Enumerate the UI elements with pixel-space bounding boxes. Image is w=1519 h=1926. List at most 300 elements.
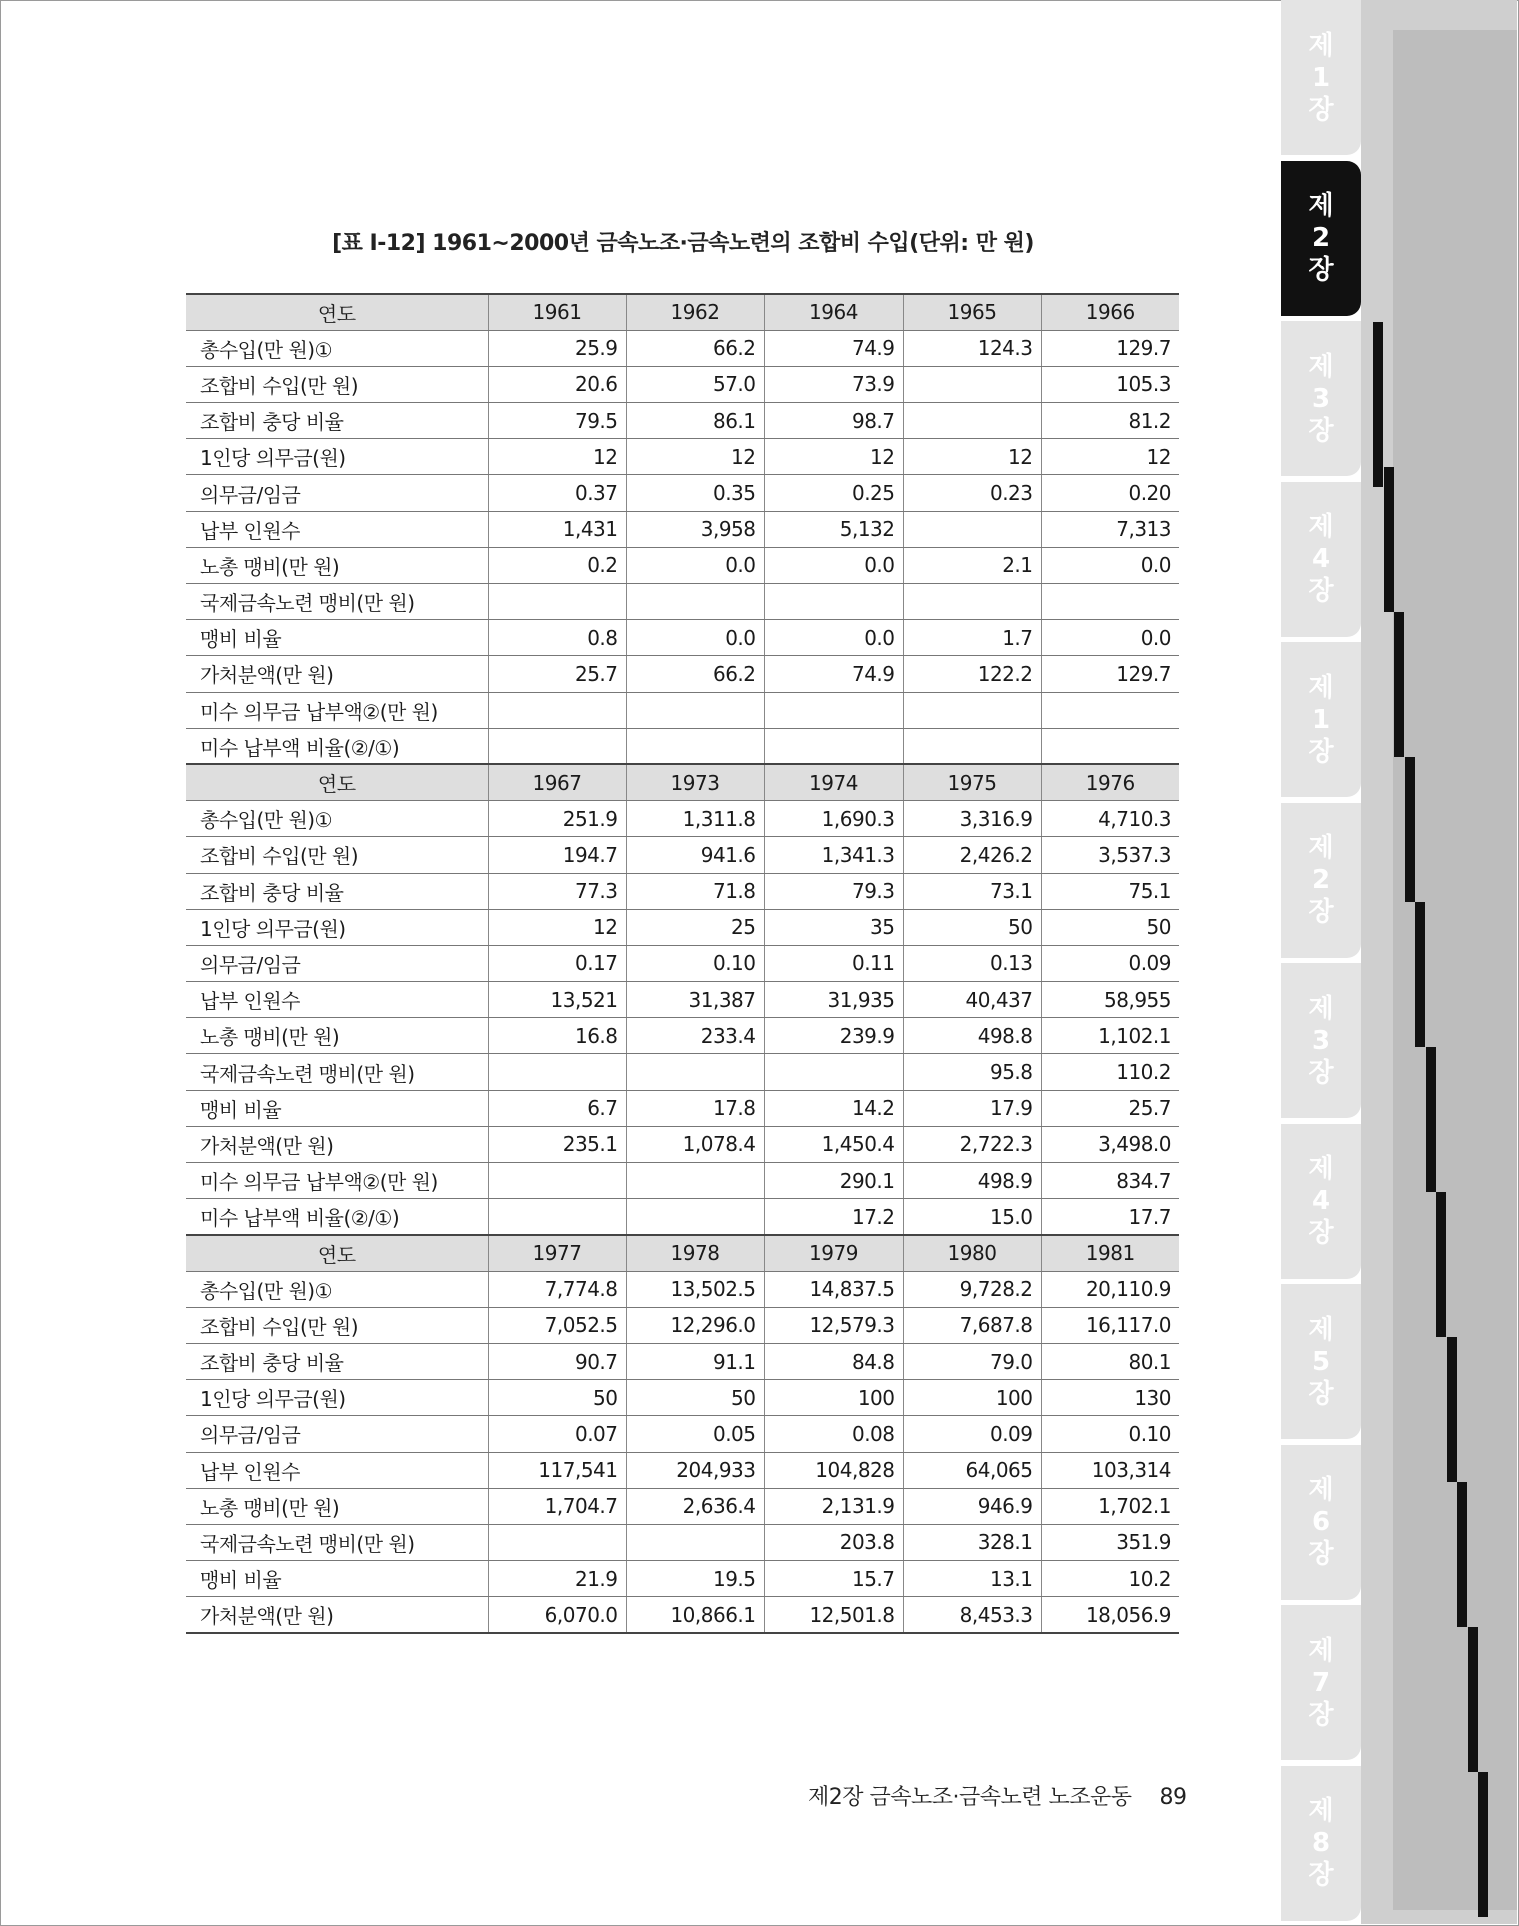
value-cell: 16,117.0: [1041, 1307, 1179, 1343]
table-row: [186, 801, 1179, 837]
value-cell: 12: [488, 909, 626, 945]
chapter-tab-6[interactable]: [1281, 803, 1361, 958]
value-cell: 1,311.8: [626, 801, 764, 837]
value-cell: 104,828: [764, 1452, 903, 1488]
table-row: [186, 475, 1179, 511]
value-cell: 74.9: [764, 656, 903, 692]
value-cell: [626, 1524, 764, 1560]
row-label-cell: 미수 납부액 비율(②/①): [186, 1199, 488, 1235]
row-label-cell: 미수 의무금 납부액②(만 원): [186, 692, 488, 728]
year-header-cell: 1964: [764, 294, 903, 330]
value-cell: 351.9: [1041, 1524, 1179, 1560]
value-cell: 3,958: [626, 511, 764, 547]
row-label-cell: 1인당 의무금(원): [186, 909, 488, 945]
value-cell: 0.09: [1041, 945, 1179, 981]
value-cell: 7,313: [1041, 511, 1179, 547]
value-cell: 0.0: [764, 547, 903, 583]
table-row: [186, 1090, 1179, 1126]
value-cell: [626, 728, 764, 764]
value-cell: 12: [626, 439, 764, 475]
row-label-cell: 총수입(만 원)①: [186, 801, 488, 837]
value-cell: 235.1: [488, 1126, 626, 1162]
table-row: [186, 1416, 1179, 1452]
row-label-cell: 국제금속노련 맹비(만 원): [186, 1524, 488, 1560]
tab-edge-marker: [1478, 1772, 1488, 1917]
table-row: [186, 1054, 1179, 1090]
value-cell: 40,437: [903, 982, 1041, 1018]
value-cell: [488, 1199, 626, 1235]
value-cell: 946.9: [903, 1488, 1041, 1524]
value-cell: 1,450.4: [764, 1126, 903, 1162]
row-label-cell: 가처분액(만 원): [186, 1126, 488, 1162]
chapter-tab-label: 제2장: [1308, 191, 1334, 285]
value-cell: 0.05: [626, 1416, 764, 1452]
chapter-tab-label: 제6장: [1308, 1475, 1334, 1569]
value-cell: 834.7: [1041, 1163, 1179, 1199]
chapter-tab-label: 제4장: [1308, 512, 1334, 606]
value-cell: 2.1: [903, 547, 1041, 583]
value-cell: 15.7: [764, 1561, 903, 1597]
chapter-tab-label: 제1장: [1308, 672, 1334, 767]
value-cell: [764, 692, 903, 728]
value-cell: 6,070.0: [488, 1597, 626, 1633]
value-cell: 2,426.2: [903, 837, 1041, 873]
value-cell: 71.8: [626, 873, 764, 909]
value-cell: 79.3: [764, 873, 903, 909]
tab-edge-marker: [1373, 322, 1383, 487]
value-cell: 21.9: [488, 1561, 626, 1597]
value-cell: 31,935: [764, 982, 903, 1018]
value-cell: 117,541: [488, 1452, 626, 1488]
value-cell: 50: [903, 909, 1041, 945]
chapter-tab-12[interactable]: [1281, 1766, 1361, 1921]
row-label-cell: 국제금속노련 맹비(만 원): [186, 584, 488, 620]
year-header-cell: 1967: [488, 764, 626, 800]
table-row: [186, 1452, 1179, 1488]
value-cell: 204,933: [626, 1452, 764, 1488]
value-cell: 57.0: [626, 366, 764, 402]
year-header-cell: 1966: [1041, 294, 1179, 330]
chapter-tab-label: 제8장: [1308, 1796, 1334, 1890]
chapter-tab-9[interactable]: [1281, 1284, 1361, 1439]
value-cell: [764, 584, 903, 620]
value-cell: 77.3: [488, 873, 626, 909]
chapter-tab-10[interactable]: [1281, 1445, 1361, 1600]
value-cell: 98.7: [764, 403, 903, 439]
row-label-cell: 노총 맹비(만 원): [186, 547, 488, 583]
row-label-cell: 맹비 비율: [186, 1561, 488, 1597]
value-cell: 58,955: [1041, 982, 1179, 1018]
table-row: [186, 1307, 1179, 1343]
value-cell: 17.2: [764, 1199, 903, 1235]
value-cell: 50: [488, 1380, 626, 1416]
value-cell: 12: [764, 439, 903, 475]
value-cell: 31,387: [626, 982, 764, 1018]
value-cell: 0.0: [626, 620, 764, 656]
year-header-cell: 1962: [626, 294, 764, 330]
value-cell: 73.9: [764, 366, 903, 402]
value-cell: 941.6: [626, 837, 764, 873]
value-cell: 0.20: [1041, 475, 1179, 511]
chapter-tab-5[interactable]: [1281, 642, 1361, 797]
table-row: [186, 692, 1179, 728]
value-cell: 498.8: [903, 1018, 1041, 1054]
value-cell: 80.1: [1041, 1343, 1179, 1379]
value-cell: 1,341.3: [764, 837, 903, 873]
value-cell: [488, 1524, 626, 1560]
value-cell: 5,132: [764, 511, 903, 547]
value-cell: 0.0: [1041, 620, 1179, 656]
table-row: [186, 1380, 1179, 1416]
tab-edge-marker: [1394, 612, 1404, 757]
table-row: [186, 1343, 1179, 1379]
tab-edge-marker: [1415, 902, 1425, 1047]
chapter-tab-label: 제4장: [1308, 1154, 1334, 1248]
tab-edge-marker: [1405, 757, 1415, 902]
table-row: [186, 1561, 1179, 1597]
year-header-cell: 1979: [764, 1235, 903, 1271]
value-cell: 90.7: [488, 1343, 626, 1379]
tab-edge-marker: [1447, 1337, 1457, 1482]
table-row: [186, 728, 1179, 764]
value-cell: 95.8: [903, 1054, 1041, 1090]
value-cell: 290.1: [764, 1163, 903, 1199]
value-cell: 79.5: [488, 403, 626, 439]
table-row: [186, 1126, 1179, 1162]
header-label-cell: 연도: [186, 1235, 488, 1271]
row-label-cell: 조합비 충당 비율: [186, 403, 488, 439]
value-cell: 105.3: [1041, 366, 1179, 402]
value-cell: [626, 1199, 764, 1235]
value-cell: 0.11: [764, 945, 903, 981]
row-label-cell: 가처분액(만 원): [186, 1597, 488, 1633]
value-cell: 122.2: [903, 656, 1041, 692]
chapter-tab-1[interactable]: [1281, 0, 1361, 155]
row-label-cell: 맹비 비율: [186, 1090, 488, 1126]
value-cell: [764, 728, 903, 764]
row-label-cell: 총수입(만 원)①: [186, 1271, 488, 1307]
year-header-cell: 1980: [903, 1235, 1041, 1271]
value-cell: 84.8: [764, 1343, 903, 1379]
row-label-cell: 납부 인원수: [186, 511, 488, 547]
value-cell: 12: [1041, 439, 1179, 475]
value-cell: 233.4: [626, 1018, 764, 1054]
year-header-cell: 1965: [903, 294, 1041, 330]
value-cell: 7,774.8: [488, 1271, 626, 1307]
tab-edge-inner: [1393, 30, 1517, 1910]
value-cell: 35: [764, 909, 903, 945]
value-cell: 7,052.5: [488, 1307, 626, 1343]
value-cell: 1.7: [903, 620, 1041, 656]
value-cell: 16.8: [488, 1018, 626, 1054]
value-cell: 194.7: [488, 837, 626, 873]
value-cell: [903, 511, 1041, 547]
value-cell: 20.6: [488, 366, 626, 402]
row-label-cell: 총수입(만 원)①: [186, 330, 488, 366]
value-cell: [764, 1054, 903, 1090]
value-cell: [903, 403, 1041, 439]
value-cell: 25.7: [1041, 1090, 1179, 1126]
row-label-cell: 조합비 수입(만 원): [186, 837, 488, 873]
value-cell: 0.10: [1041, 1416, 1179, 1452]
value-cell: 0.0: [764, 620, 903, 656]
value-cell: 3,498.0: [1041, 1126, 1179, 1162]
row-label-cell: 1인당 의무금(원): [186, 439, 488, 475]
year-header-cell: 1961: [488, 294, 626, 330]
value-cell: 86.1: [626, 403, 764, 439]
table-row: [186, 366, 1179, 402]
value-cell: 1,704.7: [488, 1488, 626, 1524]
value-cell: 17.7: [1041, 1199, 1179, 1235]
year-header-cell: 1976: [1041, 764, 1179, 800]
value-cell: [488, 584, 626, 620]
value-cell: 10,866.1: [626, 1597, 764, 1633]
value-cell: 100: [903, 1380, 1041, 1416]
table-row: [186, 1163, 1179, 1199]
value-cell: [626, 1163, 764, 1199]
year-header-cell: 1977: [488, 1235, 626, 1271]
table-row: [186, 511, 1179, 547]
value-cell: 498.9: [903, 1163, 1041, 1199]
value-cell: [903, 692, 1041, 728]
table-row: [186, 656, 1179, 692]
tab-edge-marker: [1468, 1627, 1478, 1772]
value-cell: [488, 1054, 626, 1090]
value-cell: 75.1: [1041, 873, 1179, 909]
row-label-cell: 가처분액(만 원): [186, 656, 488, 692]
value-cell: 18,056.9: [1041, 1597, 1179, 1633]
value-cell: [903, 728, 1041, 764]
header-label-cell: 연도: [186, 764, 488, 800]
value-cell: 1,702.1: [1041, 1488, 1179, 1524]
row-label-cell: 미수 의무금 납부액②(만 원): [186, 1163, 488, 1199]
value-cell: 19.5: [626, 1561, 764, 1597]
value-cell: [626, 692, 764, 728]
value-cell: [1041, 584, 1179, 620]
value-cell: 25.9: [488, 330, 626, 366]
chapter-tab-label: 제3장: [1308, 993, 1334, 1088]
value-cell: 0.17: [488, 945, 626, 981]
tab-edge-marker: [1457, 1482, 1467, 1627]
row-label-cell: 의무금/임금: [186, 945, 488, 981]
value-cell: [903, 584, 1041, 620]
value-cell: 129.7: [1041, 330, 1179, 366]
table-row: [186, 1271, 1179, 1307]
value-cell: 14.2: [764, 1090, 903, 1126]
table-row: [186, 547, 1179, 583]
value-cell: 0.8: [488, 620, 626, 656]
value-cell: 1,078.4: [626, 1126, 764, 1162]
value-cell: [626, 584, 764, 620]
value-cell: 2,722.3: [903, 1126, 1041, 1162]
value-cell: 0.10: [626, 945, 764, 981]
value-cell: 64,065: [903, 1452, 1041, 1488]
footer-chapter-title: 제2장 금속노조·금속노련 노조운동: [808, 1785, 1132, 1810]
table-row: [186, 982, 1179, 1018]
value-cell: 10.2: [1041, 1561, 1179, 1597]
value-cell: 50: [626, 1380, 764, 1416]
chapter-tab-8[interactable]: [1281, 1124, 1361, 1279]
chapter-tab-label: 제2장: [1308, 833, 1334, 927]
value-cell: 1,690.3: [764, 801, 903, 837]
value-cell: 12: [488, 439, 626, 475]
table-row: [186, 620, 1179, 656]
row-label-cell: 노총 맹비(만 원): [186, 1018, 488, 1054]
table-row: [186, 330, 1179, 366]
value-cell: 66.2: [626, 330, 764, 366]
value-cell: [488, 728, 626, 764]
value-cell: 12: [903, 439, 1041, 475]
row-label-cell: 납부 인원수: [186, 1452, 488, 1488]
value-cell: 129.7: [1041, 656, 1179, 692]
value-cell: 1,431: [488, 511, 626, 547]
row-label-cell: 의무금/임금: [186, 475, 488, 511]
table-row: [186, 873, 1179, 909]
table-row: [186, 837, 1179, 873]
value-cell: 20,110.9: [1041, 1271, 1179, 1307]
chapter-tab-3[interactable]: [1281, 321, 1361, 476]
value-cell: 8,453.3: [903, 1597, 1041, 1633]
row-label-cell: 의무금/임금: [186, 1416, 488, 1452]
revenue-table: [186, 293, 1179, 1634]
value-cell: 0.37: [488, 475, 626, 511]
table-row: [186, 1018, 1179, 1054]
chapter-tab-label: 제7장: [1308, 1635, 1334, 1730]
value-cell: 12,579.3: [764, 1307, 903, 1343]
chapter-tab-11[interactable]: [1281, 1605, 1361, 1760]
row-label-cell: 납부 인원수: [186, 982, 488, 1018]
row-label-cell: 맹비 비율: [186, 620, 488, 656]
value-cell: 66.2: [626, 656, 764, 692]
value-cell: 3,537.3: [1041, 837, 1179, 873]
value-cell: 74.9: [764, 330, 903, 366]
value-cell: 239.9: [764, 1018, 903, 1054]
value-cell: 0.0: [626, 547, 764, 583]
row-label-cell: 노총 맹비(만 원): [186, 1488, 488, 1524]
value-cell: 91.1: [626, 1343, 764, 1379]
value-cell: 0.35: [626, 475, 764, 511]
value-cell: [626, 1054, 764, 1090]
value-cell: 17.8: [626, 1090, 764, 1126]
value-cell: 4,710.3: [1041, 801, 1179, 837]
value-cell: 251.9: [488, 801, 626, 837]
tab-edge-marker: [1436, 1192, 1446, 1337]
tab-edge-marker: [1384, 467, 1394, 612]
value-cell: 79.0: [903, 1343, 1041, 1379]
row-label-cell: 조합비 수입(만 원): [186, 366, 488, 402]
value-cell: 12,296.0: [626, 1307, 764, 1343]
chapter-tab-7[interactable]: [1281, 963, 1361, 1118]
row-label-cell: 1인당 의무금(원): [186, 1380, 488, 1416]
value-cell: 13.1: [903, 1561, 1041, 1597]
value-cell: 7,687.8: [903, 1307, 1041, 1343]
value-cell: 328.1: [903, 1524, 1041, 1560]
value-cell: 0.23: [903, 475, 1041, 511]
chapter-tab-strip: [1281, 0, 1517, 1924]
table-row: [186, 1524, 1179, 1560]
tab-edge-marker: [1426, 1047, 1436, 1192]
value-cell: 0.08: [764, 1416, 903, 1452]
value-cell: 14,837.5: [764, 1271, 903, 1307]
page-footer: [808, 1780, 1187, 1811]
value-cell: 13,521: [488, 982, 626, 1018]
table-row: [186, 584, 1179, 620]
table-row: [186, 1488, 1179, 1524]
year-header-cell: 1974: [764, 764, 903, 800]
value-cell: 3,316.9: [903, 801, 1041, 837]
year-header-cell: 1973: [626, 764, 764, 800]
value-cell: 6.7: [488, 1090, 626, 1126]
value-cell: 13,502.5: [626, 1271, 764, 1307]
value-cell: 2,636.4: [626, 1488, 764, 1524]
value-cell: 0.2: [488, 547, 626, 583]
value-cell: 0.13: [903, 945, 1041, 981]
value-cell: 124.3: [903, 330, 1041, 366]
row-label-cell: 조합비 충당 비율: [186, 1343, 488, 1379]
value-cell: [903, 366, 1041, 402]
row-label-cell: 미수 납부액 비율(②/①): [186, 728, 488, 764]
value-cell: 103,314: [1041, 1452, 1179, 1488]
value-cell: 9,728.2: [903, 1271, 1041, 1307]
value-cell: 73.1: [903, 873, 1041, 909]
value-cell: 130: [1041, 1380, 1179, 1416]
value-cell: 0.0: [1041, 547, 1179, 583]
value-cell: 203.8: [764, 1524, 903, 1560]
row-label-cell: 조합비 충당 비율: [186, 873, 488, 909]
value-cell: 0.07: [488, 1416, 626, 1452]
chapter-tab-label: 제1장: [1308, 30, 1334, 125]
chapter-tab-label: 제3장: [1308, 351, 1334, 446]
value-cell: 100: [764, 1380, 903, 1416]
value-cell: 17.9: [903, 1090, 1041, 1126]
table-row: [186, 945, 1179, 981]
chapter-tab-2[interactable]: [1281, 161, 1361, 316]
value-cell: 0.25: [764, 475, 903, 511]
value-cell: 81.2: [1041, 403, 1179, 439]
table-header-row: [186, 1235, 1179, 1271]
value-cell: 25.7: [488, 656, 626, 692]
value-cell: 25: [626, 909, 764, 945]
table-row: [186, 403, 1179, 439]
value-cell: 50: [1041, 909, 1179, 945]
table-row: [186, 1199, 1179, 1235]
table-header-row: [186, 294, 1179, 330]
value-cell: 110.2: [1041, 1054, 1179, 1090]
table-row: [186, 1597, 1179, 1633]
value-cell: [1041, 692, 1179, 728]
year-header-cell: 1975: [903, 764, 1041, 800]
chapter-tab-4[interactable]: [1281, 482, 1361, 637]
value-cell: 1,102.1: [1041, 1018, 1179, 1054]
row-label-cell: 국제금속노련 맹비(만 원): [186, 1054, 488, 1090]
table-header-row: [186, 764, 1179, 800]
table-title: [표 Ⅰ-12] 1961~2000년 금속노조·금속노련의 조합비 수입(단위: 만 원): [332, 231, 1034, 256]
value-cell: [488, 692, 626, 728]
value-cell: 12,501.8: [764, 1597, 903, 1633]
value-cell: [1041, 728, 1179, 764]
year-header-cell: 1978: [626, 1235, 764, 1271]
row-label-cell: 조합비 수입(만 원): [186, 1307, 488, 1343]
header-label-cell: 연도: [186, 294, 488, 330]
value-cell: [488, 1163, 626, 1199]
value-cell: 0.09: [903, 1416, 1041, 1452]
table-row: [186, 909, 1179, 945]
value-cell: 2,131.9: [764, 1488, 903, 1524]
value-cell: 15.0: [903, 1199, 1041, 1235]
chapter-tab-label: 제5장: [1308, 1314, 1334, 1409]
table-row: [186, 439, 1179, 475]
year-header-cell: 1981: [1041, 1235, 1179, 1271]
